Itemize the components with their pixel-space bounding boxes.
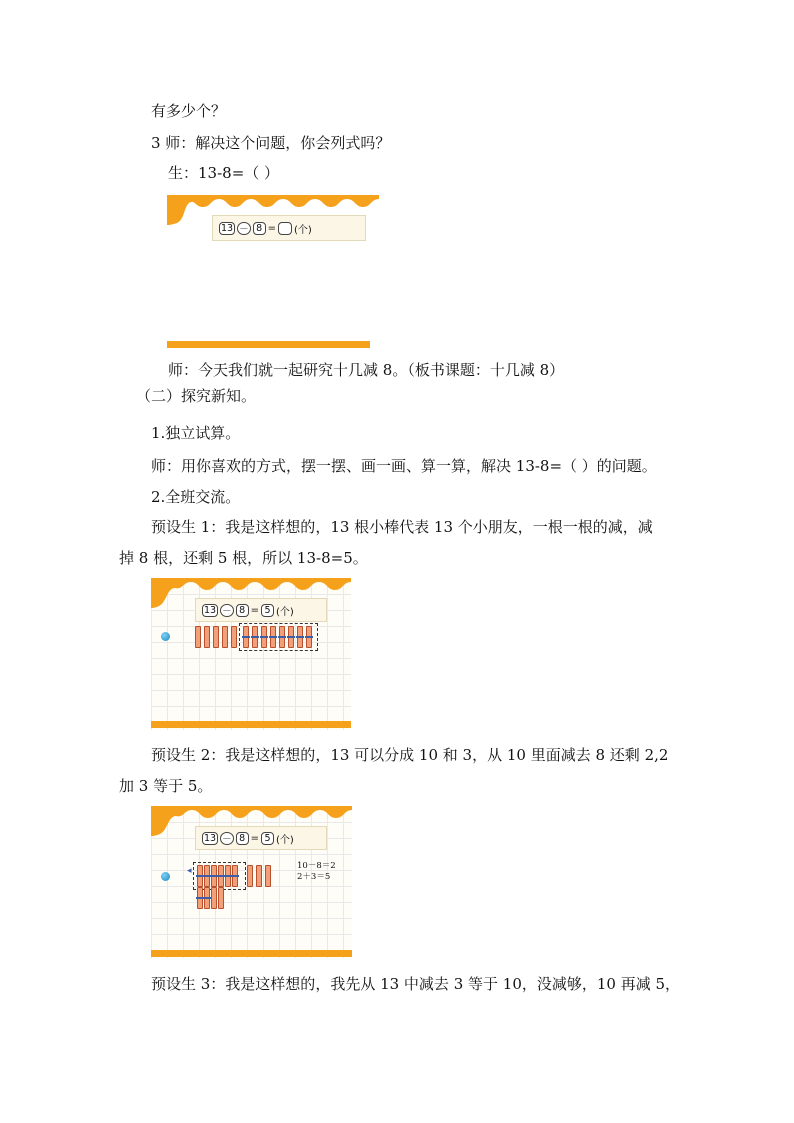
equals-sign: = (250, 832, 259, 844)
minus-sign: － (237, 222, 251, 235)
blue-dot-icon (161, 632, 170, 641)
text-line-13: 预设生 3：我是这样想的，我先从 13 中减去 3 等于 10，没减够，10 再减 5， (151, 975, 681, 993)
crossed-stick (297, 626, 303, 648)
step-equation-2: 2＋3＝5 (297, 872, 331, 882)
unit-label: (个) (294, 224, 312, 236)
stick (222, 626, 228, 648)
text-line-2: 3 师：解决这个问题，你会列式吗？ (151, 134, 391, 152)
stick-row (195, 626, 240, 648)
crossed-stick (306, 626, 312, 648)
text-line-3: 生：13-8=（ ） (168, 164, 280, 182)
stick (211, 887, 217, 909)
stick (256, 865, 262, 887)
stick-row (247, 865, 274, 887)
unit-label: (个) (276, 606, 294, 618)
blue-dot-icon (161, 872, 170, 881)
crossed-stick (279, 626, 285, 648)
equation-card (212, 215, 366, 241)
stick (231, 626, 237, 648)
equals-sign: = (250, 604, 259, 616)
stick (213, 626, 219, 648)
text-line-1: 有多少个？ (151, 102, 227, 120)
crossed-stick (232, 865, 238, 887)
step-equation-1: 10－8＝2 (297, 861, 336, 871)
equals-sign: = (267, 222, 276, 234)
text-line-8: 2.全班交流。 (151, 488, 241, 506)
bottom-bar (151, 950, 352, 957)
stick (195, 626, 201, 648)
text-line-4: 师：今天我们就一起研究十几减 8。（板书课题：十几减 8） (168, 361, 565, 379)
bottom-bar (151, 721, 351, 728)
subtrahend-cell: 8 (236, 832, 249, 845)
crossed-stick (270, 626, 276, 648)
subtrahend-cell: 8 (253, 222, 266, 235)
figure-equation-blank (167, 195, 379, 350)
equation-card (195, 826, 327, 850)
result-cell: 5 (261, 832, 274, 845)
crossed-stick (243, 626, 249, 648)
stick (265, 865, 271, 887)
minuend-cell: 13 (204, 604, 217, 616)
arrow-left-icon: ◂ (187, 866, 192, 876)
stick (204, 626, 210, 648)
answer-blank (278, 222, 292, 235)
ten-sticks-group (193, 862, 246, 890)
crossed-stick (288, 626, 294, 648)
text-line-10: 掉 8 根，还剩 5 根，所以 13-8=5。 (119, 549, 368, 567)
unit-label: (个) (276, 834, 294, 846)
text-line-11: 预设生 2：我是这样想的，13 可以分成 10 和 3，从 10 里面减去 8 还剩 2,2 (151, 746, 669, 764)
minus-sign: － (220, 832, 234, 845)
crossed-stick (252, 626, 258, 648)
text-line-5: （二）探究新知。 (136, 387, 257, 405)
crossed-out-group (239, 623, 318, 651)
minuend-cell: 13 (204, 832, 217, 844)
equation-card (195, 598, 327, 622)
text-line-6: 1.独立试算。 (151, 424, 241, 442)
stick (247, 865, 253, 887)
crossed-stick (261, 626, 267, 648)
text-line-9: 预设生 1：我是这样想的，13 根小棒代表 13 个小朋友，一根一根的减，减 (151, 518, 653, 536)
text-line-12: 加 3 等于 5。 (119, 777, 213, 795)
figure-one-by-one (151, 578, 351, 730)
stick (218, 887, 224, 909)
figure-break-ten (151, 806, 352, 958)
minus-sign: － (220, 604, 234, 617)
bottom-bar (167, 341, 370, 348)
crossed-stick (204, 887, 210, 909)
text-line-7: 师：用你喜欢的方式，摆一摆、画一画、算一算，解决 13-8=（ ）的问题。 (151, 457, 657, 475)
result-cell: 5 (261, 604, 274, 617)
subtrahend-cell: 8 (236, 604, 249, 617)
minuend-cell: 13 (221, 222, 234, 234)
